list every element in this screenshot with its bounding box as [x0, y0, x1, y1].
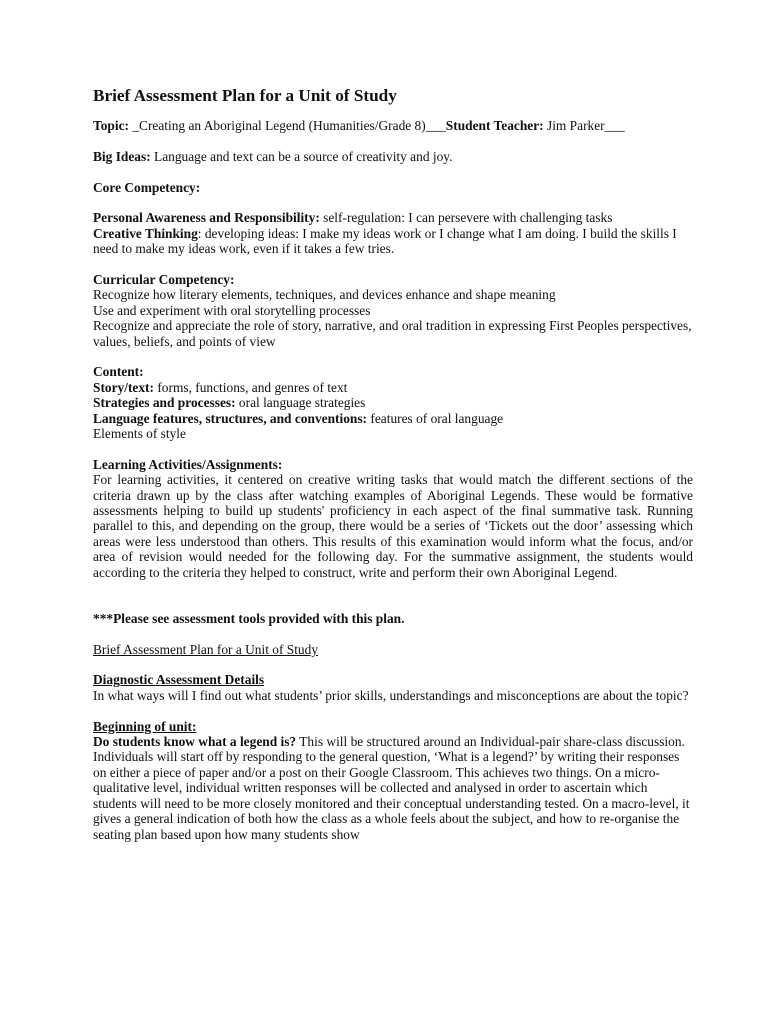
curricular-item: Use and experiment with oral storytelling processes — [93, 302, 371, 318]
content-heading — [93, 364, 693, 379]
beginning-heading-text: Beginning of unit: — [93, 718, 197, 734]
story-label: Story/text: — [93, 379, 154, 395]
document-title: Brief Assessment Plan for a Unit of Study — [93, 86, 397, 105]
beginning-heading — [93, 719, 693, 734]
curricular-heading — [93, 272, 693, 287]
personal-awareness-label: Personal Awareness and Responsibility: — [93, 210, 320, 226]
topic-line — [93, 118, 693, 133]
teacher-label: Student Teacher: — [445, 118, 544, 133]
topic-value: _Creating an Aboriginal Legend (Humanities/Grade 8)___ — [128, 118, 446, 133]
story-text-line — [93, 380, 693, 395]
language-features-line — [93, 411, 693, 426]
second-title — [93, 642, 693, 657]
legend-question: Do students know what a legend is? — [93, 734, 297, 750]
document-page — [93, 86, 693, 842]
story-text: forms, functions, and genres of text — [153, 379, 348, 395]
strategies-text: oral language strategies — [235, 395, 366, 411]
strategies-label: Strategies and processes: — [93, 395, 236, 411]
topic-label: Topic: — [93, 118, 129, 133]
beginning-body: This will be structured around an Individual-pair share-class discussion. Individuals will start off by responding to the general question, ‘What is a legend?’ by writing their responses on either a piece of paper and/or a post on their Google Classroom. This achieves two things. On a micro-qualitative level, individual written responses will be collected and analysed in order to ascertain which students will need to be more closely monitored and their conceptual understanding tested. On a macro-level, it gives a general indication of both how the class as a whole feels about the subject, and how to re-organise the seating plan based upon how many students show — [93, 734, 690, 842]
beginning-text — [93, 734, 693, 842]
big-ideas-line — [93, 149, 693, 164]
content-heading-text: Content: — [93, 364, 144, 380]
teacher-value: Jim Parker___ — [543, 118, 625, 133]
creative-thinking-label: Creative Thinking — [93, 225, 198, 241]
learning-text: For learning activities, it centered on creative writing tasks that would match the different sections of the criteria drawn up by the class after watching examples of Aboriginal Legends. These would be formative assessments helping to build up students' proficiency in each aspect of the final summative task. Running parallel to this, and depending on the group, there would be a series of ‘Tickets out the door’ assessing which areas were less understood than others. This results of this examination would inform what the focus, and/or area of revision would needed for the following day. For the summative assignment, the students would according to the criteria they helped to construct, write and perform their own Aboriginal Legend. — [93, 472, 693, 580]
language-features-text: features of oral language — [367, 410, 504, 426]
creative-thinking-line — [93, 226, 693, 257]
personal-awareness-text: self-regulation: I can persevere with challenging tasks — [319, 210, 613, 226]
big-ideas-label: Big Ideas: — [93, 148, 151, 164]
learning-heading-text: Learning Activities/Assignments: — [93, 456, 283, 472]
assessment-note — [93, 611, 693, 626]
learning-heading — [93, 457, 693, 472]
elements-of-style: Elements of style — [93, 426, 186, 442]
diagnostic-heading-text: Diagnostic Assessment Details — [93, 672, 265, 688]
assessment-note-text: ***Please see assessment tools provided with this plan. — [93, 610, 405, 626]
core-competency-heading — [93, 180, 693, 195]
diagnostic-heading — [93, 672, 693, 687]
personal-awareness-line — [93, 210, 693, 225]
curricular-heading-text: Curricular Competency: — [93, 272, 235, 287]
language-features-label: Language features, structures, and conventions: — [93, 410, 368, 426]
creative-thinking-text: : developing ideas: I make my ideas work or I change what I am doing. I build the skills I need to make my ideas work, even if it takes a few tries. — [93, 225, 677, 257]
diagnostic-text: In what ways will I find out what students’ prior skills, understandings and misconceptions are about the topic? — [93, 687, 689, 703]
curricular-item: Recognize and appreciate the role of story, narrative, and oral tradition in expressing First Peoples perspectives, values, beliefs, and points of view — [93, 318, 692, 349]
curricular-item: Recognize how literary elements, techniques, and devices enhance and shape meaning — [93, 287, 556, 303]
big-ideas-text: Language and text can be a source of creativity and joy. — [150, 148, 453, 164]
strategies-line — [93, 395, 693, 410]
core-competency-heading-text: Core Competency: — [93, 179, 201, 195]
second-title-text: Brief Assessment Plan for a Unit of Study — [93, 641, 319, 657]
